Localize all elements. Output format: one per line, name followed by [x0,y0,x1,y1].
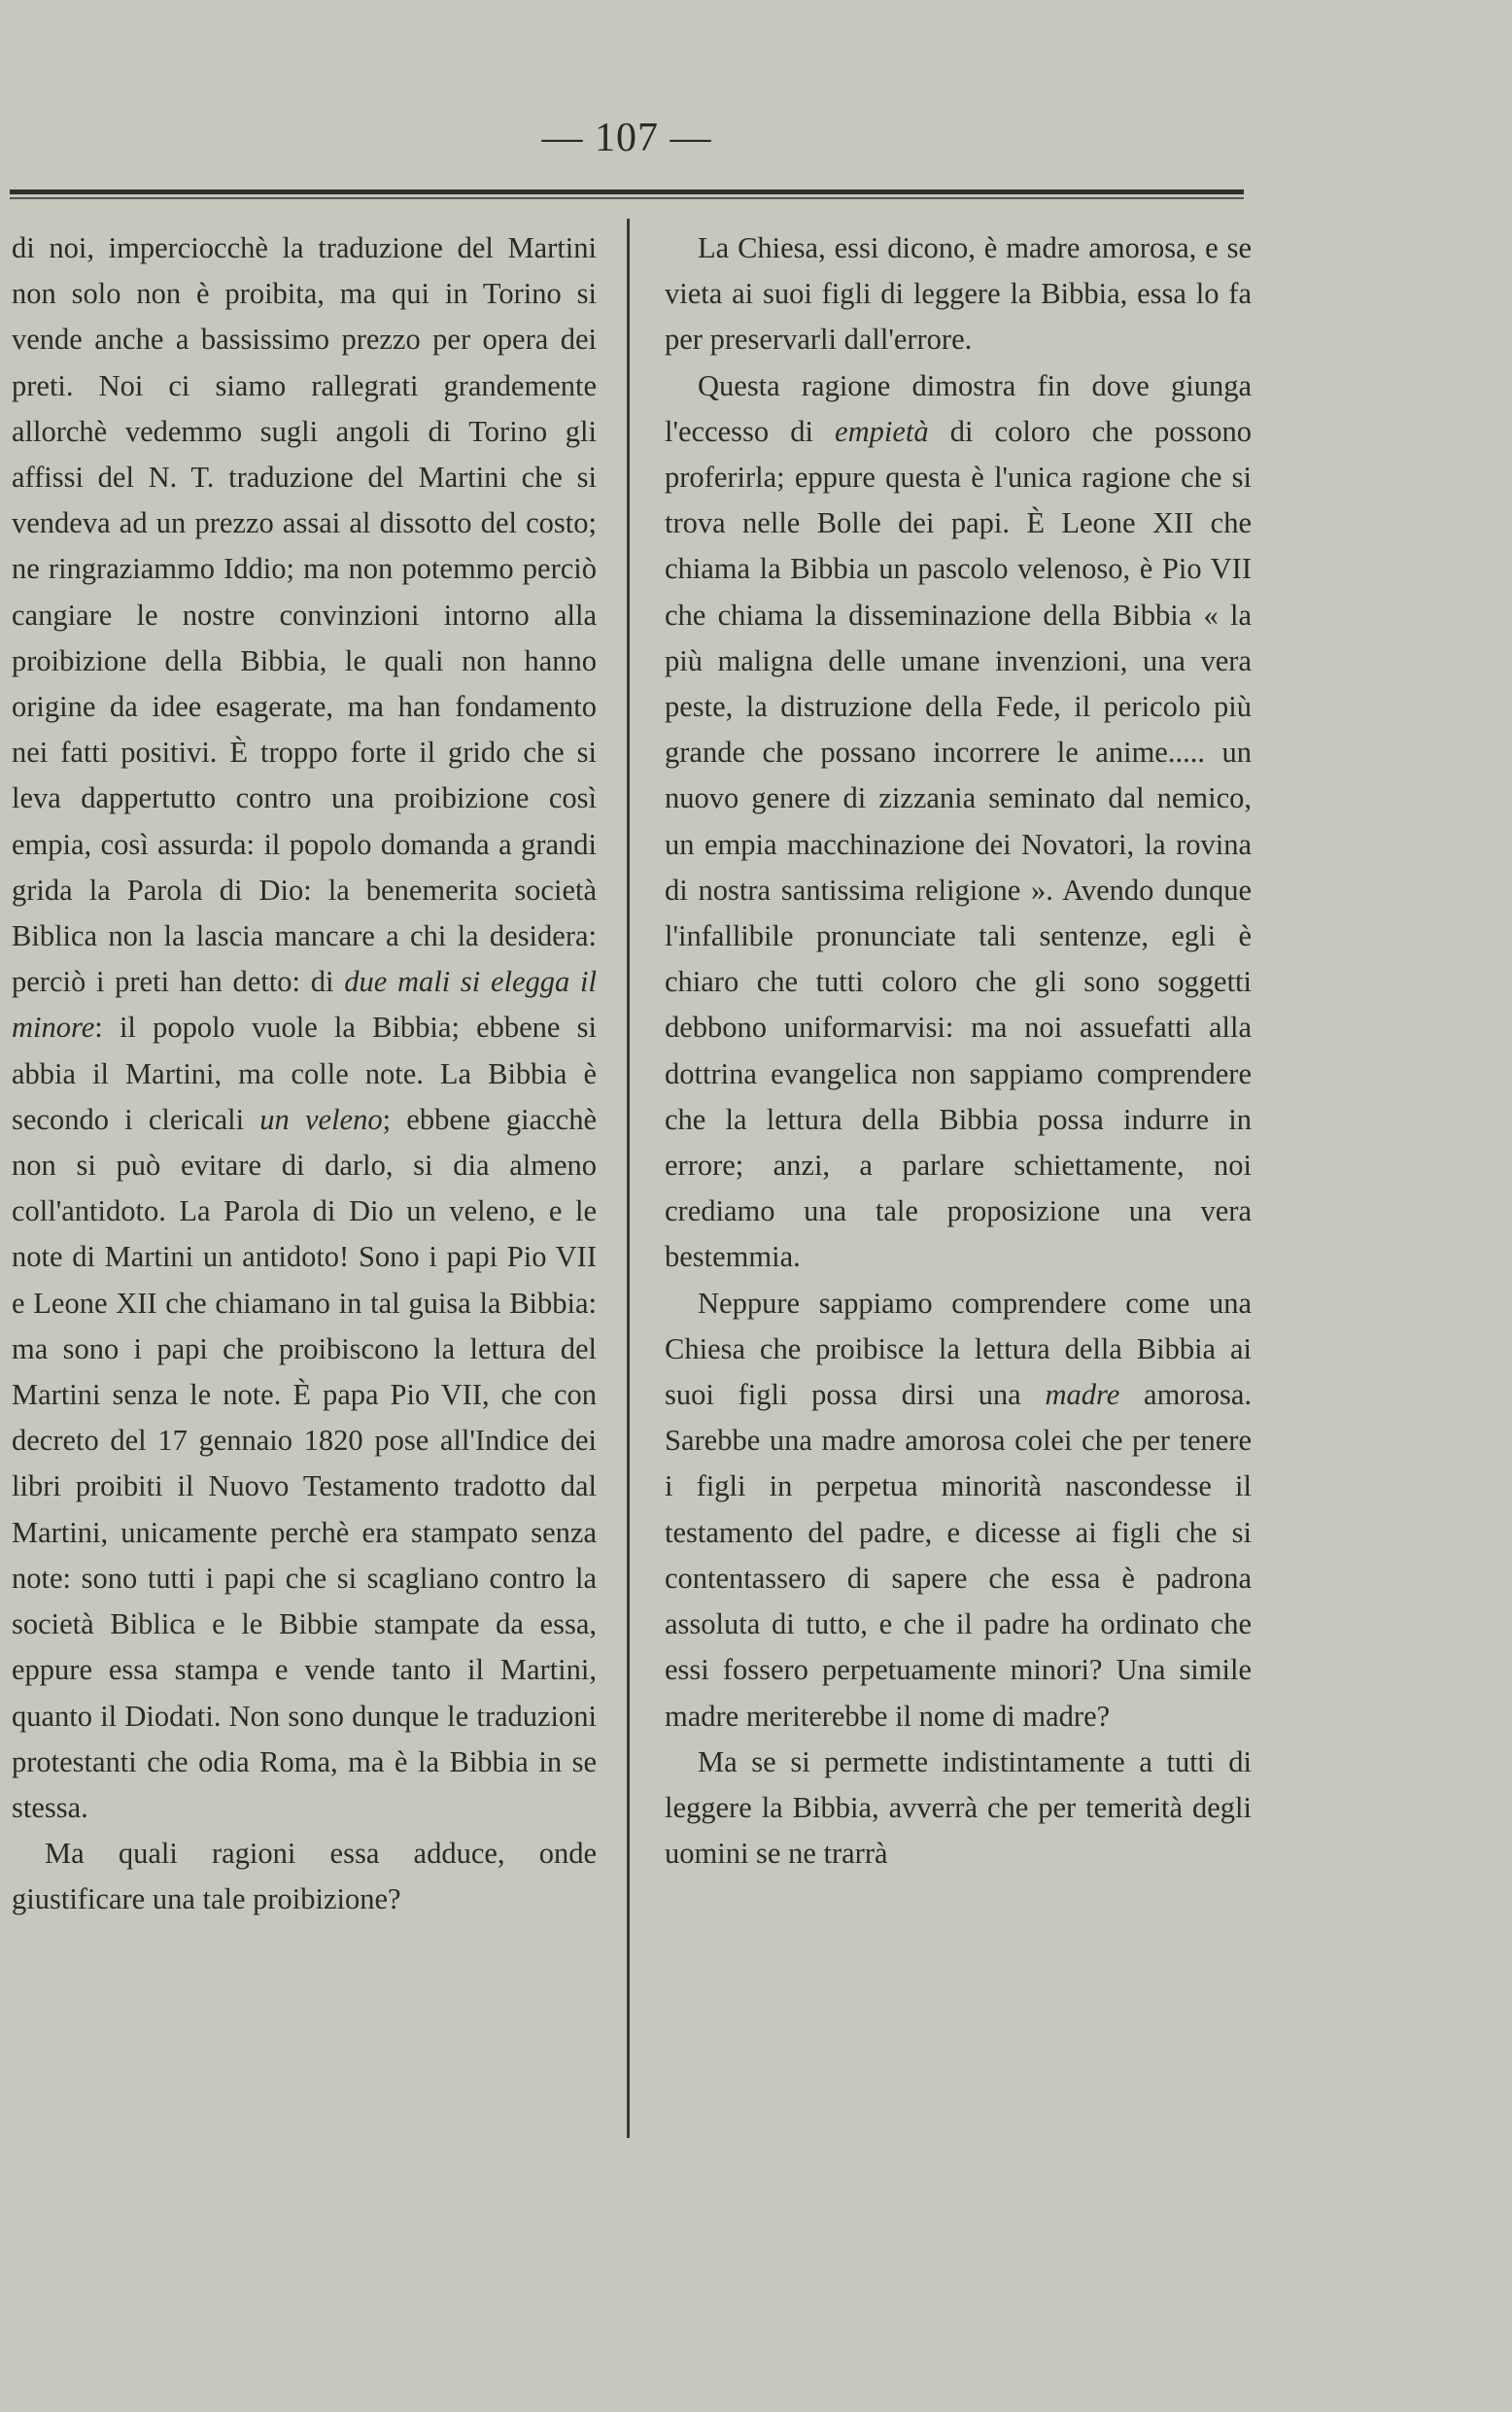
paragraph: Ma se si permette indistintamente a tutti di leggere la Bibbia, avverrà che per temerità degli uomini se ne trarrà [665,1744,1252,1871]
paragraph: La Chiesa, essi dicono, è madre amorosa, e se vieta ai suoi figli di leggere la Bibbia, essa lo fa per preservarli dall'errore. [665,231,1252,357]
paragraph: di noi, imperciocchè la traduzione del Martini non solo non è proibita, ma qui in Torino si vende anche a bassissimo prezzo per opera dei preti. Noi ci siamo rallegrati grandemente allorchè vedemmo sugli angoli di Torino gli affissi del N. T. traduzione del Martini che si vendeva ad un prezzo assai al dissotto del costo; ne ringraziammo Iddio; ma non potemmo perciò cangiare le nostre convinzioni intorno alla proibizione della Bibbia, le quali non hanno origine da idee esagerate, ma han fondamento nei fatti positivi. È troppo forte il grido che si leva dappertutto contro una proibizione così empia, così assurda: il popolo domanda a grandi grida la Parola di Dio: la benemerita società Biblica non la lascia mancare a chi la desidera: perciò i preti han detto: di due mali si elegga il minore: il popolo vuole la Bibbia; ebbene si abbia il Martini, ma colle note. La Bibbia è secondo i clericali un veleno; ebbene giacchè non si può evitare di darlo, si dia almeno coll'antidoto. La Parola di Dio un veleno, e le note di Martini un antidoto! Sono i papi Pio VII e Leone XII che chiamano in tal guisa la Bibbia: ma sono i papi che proibiscono la lettura del Martini senza le note. È papa Pio VII, che con decreto del 17 gennaio 1820 pose all'Indice dei libri proibiti il Nuovo Testamento tradotto dal Martini, unicamente perchè era stampato senza note: sono tutti i papi che si scagliano contro la società Biblica e le Bibbie stampate da essa, eppure essa stampa e vende tanto il Martini, quanto il Diodati. Non sono dunque le traduzioni protestanti che odia Roma, ma è la Bibbia in se stessa. [12,231,597,1824]
paragraph: Questa ragione dimostra fin dove giunga l'eccesso di empietà di coloro che possono proferirla; eppure questa è l'unica ragione che si trova nelle Bolle dei papi. È Leone XII che chiama la Bibbia un pascolo velenoso, è Pio VII che chiama la disseminazione della Bibbia « la più maligna delle umane invenzioni, una vera peste, la distruzione della Fede, il pericolo più grande che possano incorrere le anime..... un nuovo genere di zizzania seminato dal nemico, un empia macchinazione dei Novatori, la rovina di nostra santissima religione ». Avendo dunque l'infallibile pronunciate tali sentenze, egli è chiaro che tutti coloro che gli sono soggetti debbono uniformarvisi: ma noi assuefatti alla dottrina evangelica non sappiamo comprendere che la lettura della Bibbia possa indurre in errore; anzi, a parlare schiettamente, noi crediamo una tale proposizione una vera bestemmia. [665,368,1252,1274]
left-column [12,225,597,1923]
column-divider [627,219,630,2138]
paragraph: Ma quali ragioni essa adduce, onde giustificare una tale proibizione? [12,1837,597,1916]
right-column [665,225,1252,1877]
paragraph: Neppure sappiamo comprendere come una Chiesa che proibisce la lettura della Bibbia ai suoi figli possa dirsi una madre amorosa. Sarebbe una madre amorosa colei che per tenere i figli in perpetua minorità nascondesse il testamento del padre, e dicesse ai figli che si contentassero di sapere che essa è padrona assoluta di tutto, e che il padre ha ordinato che essi fossero perpetuamente minori? Una simile madre meriterebbe il nome di madre? [665,1286,1252,1733]
header-rule [10,190,1244,199]
page-number: — 107 — [541,116,712,160]
